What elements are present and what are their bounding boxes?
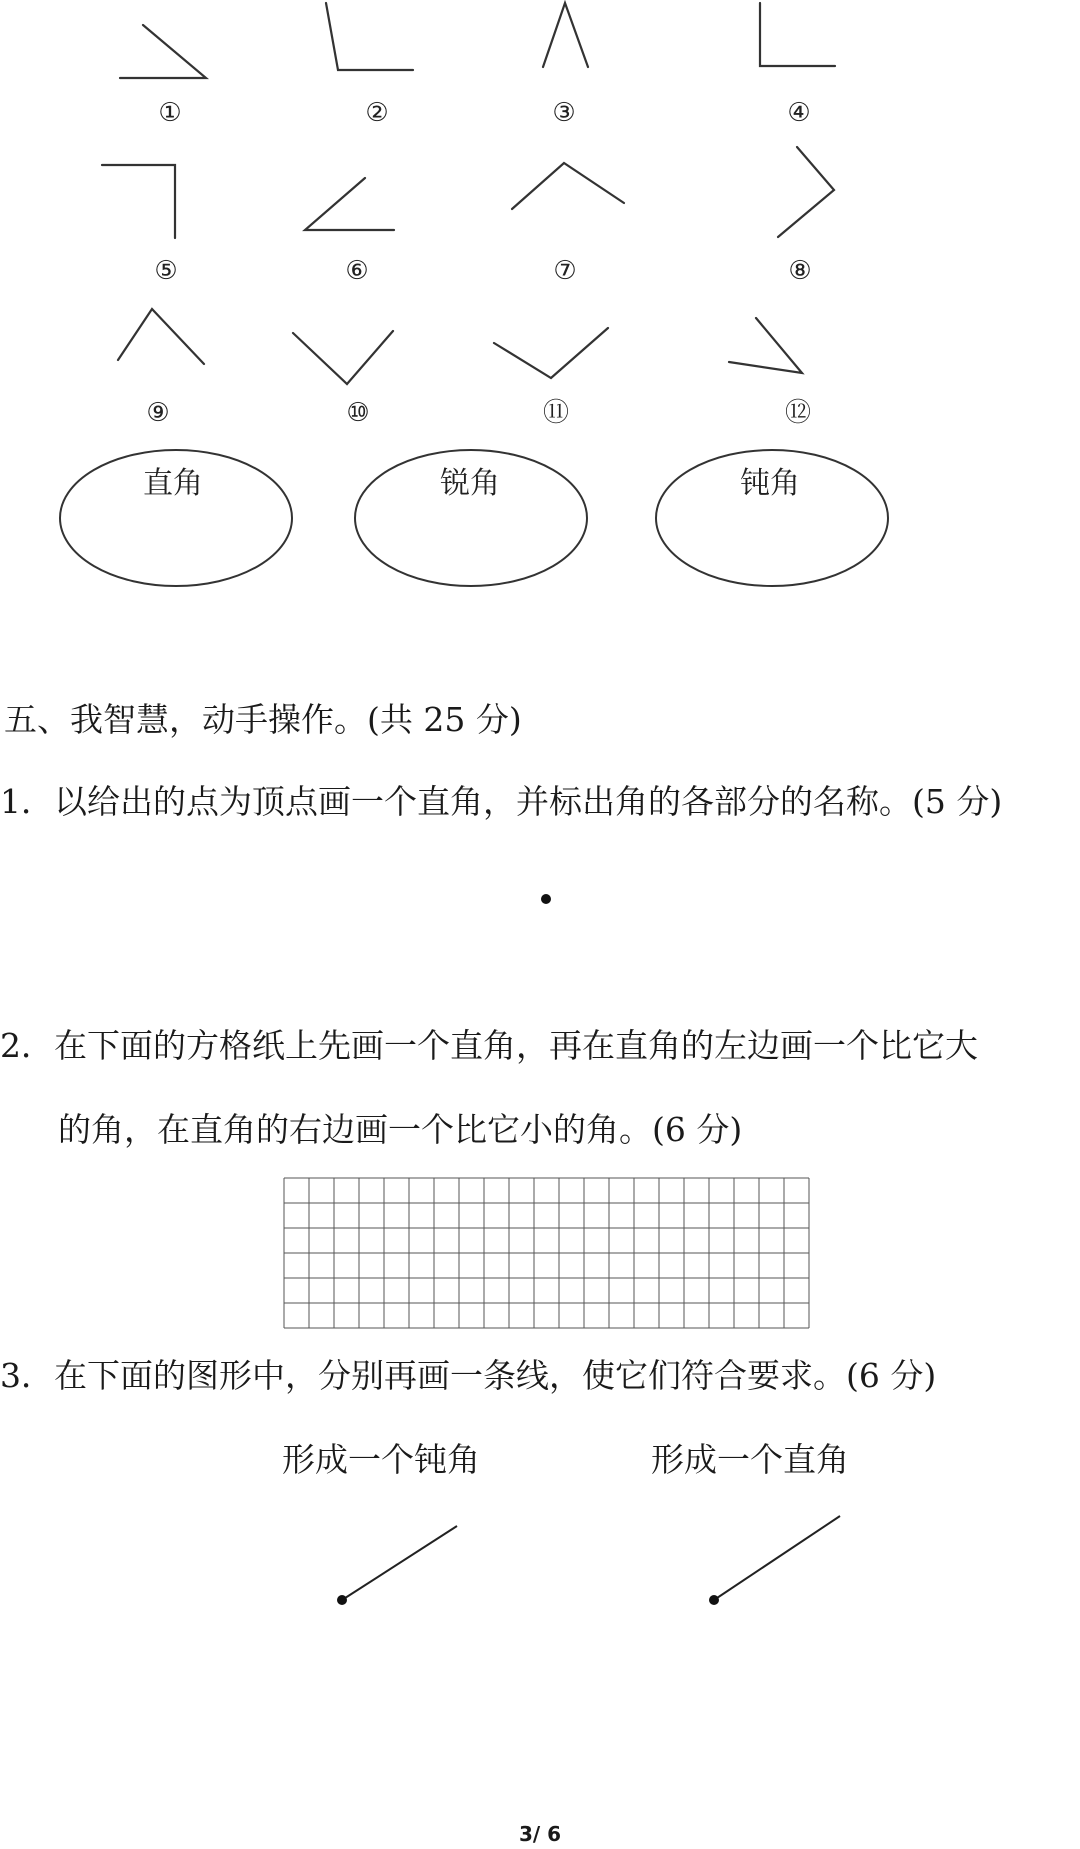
q3-vertex-dot-left[interactable] [337, 1595, 347, 1605]
question-2-text-line2: 的角，在直角的右边画一个比它小的角。(6 分) [58, 1110, 743, 1149]
q3-vertex-dot-right[interactable] [709, 1595, 719, 1605]
q3-requirement-obtuse: 形成一个钝角 [282, 1440, 480, 1479]
q2-square-grid[interactable] [284, 1178, 809, 1328]
category-label-acute-angle: 锐角 [440, 466, 500, 501]
angle-1 [120, 25, 206, 78]
q1-vertex-dot[interactable] [541, 894, 551, 904]
q3-ray-left [342, 1526, 457, 1600]
angle-label-5: ⑤ [154, 256, 178, 286]
angle-label-1: ① [158, 98, 182, 128]
angle-label-11: ⑪ [542, 398, 570, 428]
q3-ray-right [714, 1516, 840, 1600]
angle-8 [778, 147, 834, 237]
angle-label-8: ⑧ [788, 256, 812, 286]
angle-6 [305, 178, 394, 230]
angle-12 [729, 318, 802, 373]
q3-requirement-right: 形成一个直角 [651, 1440, 849, 1479]
angle-11 [494, 328, 608, 378]
angle-10 [293, 331, 393, 384]
category-label-right-angle: 直角 [143, 466, 203, 501]
angle-label-3: ③ [552, 98, 576, 128]
section-5-heading: 五、我智慧，动手操作。(共 25 分) [4, 700, 522, 739]
angle-9 [118, 309, 204, 364]
angle-label-12: ⑫ [784, 398, 812, 428]
question-3-text: 3．在下面的图形中，分别再画一条线，使它们符合要求。(6 分) [0, 1356, 937, 1395]
angle-label-10: ⑩ [346, 398, 370, 428]
angle-3 [543, 3, 588, 67]
question-2-text-line1: 2．在下面的方格纸上先画一个直角，再在直角的左边画一个比它大 [0, 1026, 978, 1065]
angle-label-2: ② [365, 98, 389, 128]
angle-5 [102, 165, 175, 238]
question-1-text: 1．以给出的点为顶点画一个直角，并标出角的各部分的名称。(5 分) [0, 782, 1003, 821]
angle-7 [512, 163, 624, 209]
angle-label-9: ⑨ [146, 398, 170, 428]
page-number: 3/ 6 [518, 1822, 562, 1846]
angle-2 [326, 3, 413, 70]
angle-4 [760, 3, 835, 66]
category-label-obtuse-angle: 钝角 [740, 466, 800, 501]
angle-label-6: ⑥ [345, 256, 369, 286]
angle-label-7: ⑦ [553, 256, 577, 286]
angle-label-4: ④ [787, 98, 811, 128]
